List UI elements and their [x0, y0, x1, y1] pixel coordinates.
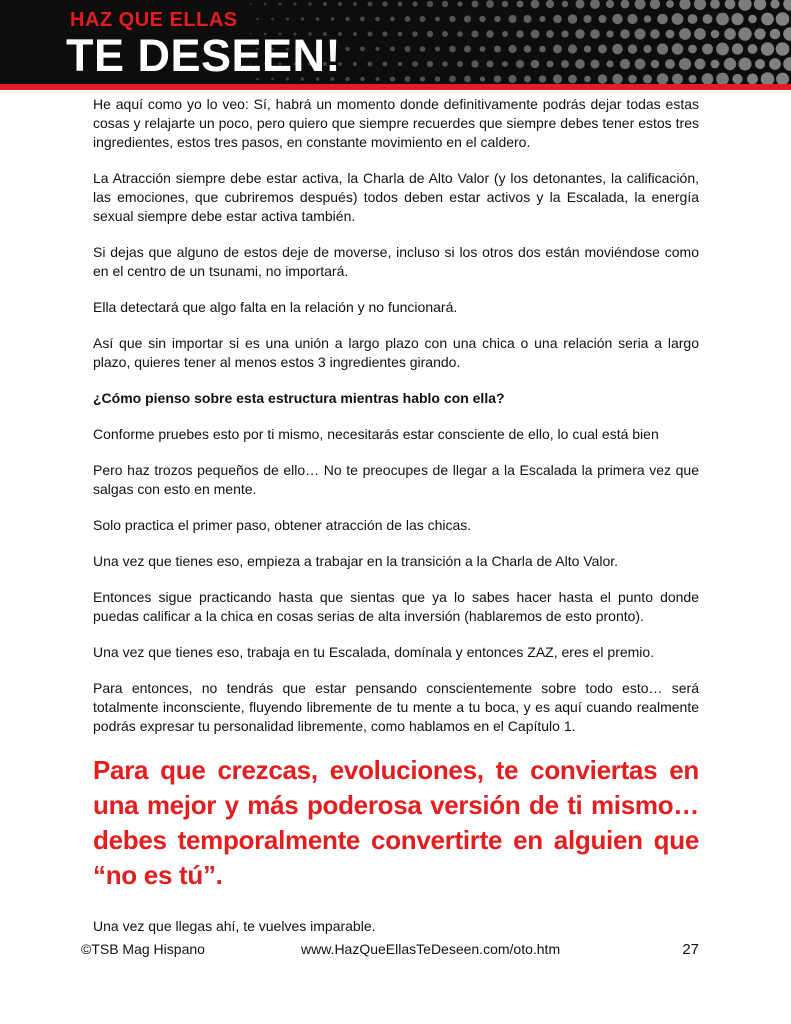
halftone-dot	[568, 75, 577, 84]
halftone-dot	[643, 74, 652, 83]
halftone-dot	[776, 42, 790, 56]
halftone-dot	[650, 29, 660, 39]
halftone-dot	[761, 42, 774, 55]
halftone-dot	[612, 44, 623, 55]
halftone-dot	[776, 73, 789, 84]
halftone-dot	[345, 17, 349, 21]
halftone-dot	[472, 1, 479, 8]
halftone-dot	[657, 14, 668, 25]
halftone-dot	[716, 43, 729, 56]
halftone-dot	[360, 47, 365, 52]
paragraph: Para entonces, no tendrás que estar pensando conscientemente sobre todo esto… será totalmente inconsciente, fluyendo libremente de tu mente a tu boca, y es aquí cuando realmente podrás expresar tu personalidad libremente, como hablamos en el Capítulo 1.	[93, 680, 699, 734]
halftone-dot	[770, 0, 779, 9]
halftone-dot	[635, 59, 646, 70]
halftone-dot	[382, 61, 387, 66]
halftone-dot	[665, 59, 675, 69]
halftone-dot	[583, 15, 591, 23]
halftone-dot	[666, 30, 675, 39]
halftone-dot	[435, 17, 440, 22]
halftone-dot	[375, 47, 379, 51]
halftone-dot	[398, 62, 402, 66]
halftone-dot	[398, 2, 403, 7]
halftone-dot	[382, 31, 387, 36]
halftone-dot	[783, 57, 791, 71]
halftone-dot	[695, 59, 706, 70]
halftone-dot	[738, 57, 751, 70]
halftone-dot	[412, 1, 417, 6]
halftone-dot	[776, 12, 790, 26]
halftone-dot	[731, 13, 743, 25]
halftone-dot	[688, 45, 697, 54]
halftone-dot	[278, 2, 281, 5]
highlight-quote: Para que crezcas, evoluciones, te conviertas en una mejor y más poderosa versión de ti mismo… debes temporalmente convertirte en alguien que “no es tú”.	[93, 755, 699, 890]
halftone-dot	[471, 60, 478, 67]
halftone-dot	[331, 17, 334, 20]
halftone-dot	[449, 16, 455, 22]
halftone-dot	[747, 74, 758, 84]
halftone-dot	[480, 46, 486, 52]
halftone-dot	[457, 1, 462, 6]
halftone-dot	[390, 47, 395, 52]
halftone-dot	[420, 46, 426, 52]
halftone-dot	[634, 28, 645, 39]
halftone-dot	[368, 32, 373, 37]
halftone-dot	[754, 0, 766, 10]
halftone-dot	[748, 44, 758, 54]
halftone-dot	[711, 60, 720, 69]
halftone-dot	[783, 0, 791, 11]
halftone-dot	[568, 14, 578, 24]
halftone-dot	[679, 28, 691, 40]
halftone-dot	[584, 76, 591, 83]
page-header	[0, 0, 791, 90]
paragraph: Entonces sigue practicando hasta que sientas que ya lo sabes hacer hasta el punto donde puedas calificar a la chica en cosas serias de alta inversión (hablaremos de esto pronto).	[93, 589, 699, 624]
halftone-dot	[479, 16, 485, 22]
halftone-dot	[502, 31, 508, 37]
halftone-dot	[716, 73, 729, 84]
halftone-dot	[754, 28, 765, 39]
halftone-dot	[546, 30, 554, 38]
halftone-dot	[710, 0, 720, 9]
halftone-dot	[539, 46, 546, 53]
halftone-dot	[657, 43, 668, 54]
halftone-dot	[666, 0, 674, 8]
halftone-dot	[360, 17, 365, 22]
halftone-dot	[427, 1, 433, 7]
paragraph: Una vez que llegas ahí, te vuelves imparable.	[93, 918, 376, 934]
halftone-dot	[612, 14, 622, 24]
halftone-dot	[353, 2, 357, 6]
halftone-dot	[546, 0, 554, 8]
halftone-dot	[250, 3, 251, 5]
halftone-dot	[688, 14, 698, 24]
halftone-dot	[405, 46, 411, 52]
halftone-dot	[590, 59, 599, 68]
halftone-dot	[568, 44, 577, 53]
halftone-dot	[628, 75, 637, 84]
footer-copyright: ©TSB Mag Hispano	[81, 941, 205, 957]
halftone-dot	[724, 58, 736, 70]
halftone-dot	[562, 1, 568, 7]
halftone-dot	[761, 13, 774, 26]
halftone-dot	[486, 30, 493, 37]
halftone-dot	[471, 30, 478, 37]
halftone-dot	[375, 17, 380, 22]
halftone-dot	[598, 74, 608, 84]
halftone-dot	[508, 45, 516, 53]
paragraph: Una vez que tienes eso, trabaja en tu Escalada, domínala y entonces ZAZ, eres el premio.	[93, 644, 655, 660]
paragraph: Conforme pruebes esto por ti mismo, necesitarás estar consciente de ello, lo cual está bien	[93, 426, 659, 442]
halftone-dot	[390, 76, 395, 81]
paragraph: Solo practica el primer paso, obtener atracción de las chicas.	[93, 517, 472, 533]
halftone-dot	[464, 76, 471, 83]
halftone-dot	[353, 62, 357, 66]
halftone-dot	[405, 76, 411, 82]
page-footer	[81, 941, 699, 961]
halftone-dot	[694, 28, 706, 40]
halftone-dot	[620, 29, 630, 39]
header-red-bar	[0, 84, 791, 90]
halftone-dot	[716, 13, 729, 26]
halftone-dot	[301, 17, 305, 21]
halftone-dot	[412, 61, 418, 67]
halftone-dot	[449, 76, 456, 83]
halftone-dot	[635, 0, 646, 10]
halftone-dot	[672, 74, 683, 84]
halftone-dot	[435, 76, 441, 82]
halftone-dot	[316, 17, 320, 21]
halftone-dot	[323, 2, 327, 6]
halftone-dot	[575, 29, 585, 39]
paragraph: He aquí como yo lo veo: Sí, habrá un momento donde definitivamente podrás dejar todas estas cosas y relajarte un poco, pero quiero que siempre recuerdes que siempre debes tener estos tres ingredientes, estos tres pasos, en constante movimiento en el caldero.	[93, 96, 699, 150]
halftone-dot	[725, 0, 736, 9]
halftone-dot	[738, 27, 751, 40]
halftone-dot	[420, 76, 425, 81]
halftone-dot	[672, 43, 683, 54]
halftone-dot	[308, 2, 311, 5]
halftone-dot	[382, 1, 387, 6]
halftone-dot	[755, 59, 765, 69]
halftone-dot	[770, 29, 781, 40]
halftone-dot	[748, 15, 757, 24]
halftone-dot	[368, 2, 373, 7]
halftone-dot	[256, 18, 259, 21]
halftone-dot	[590, 0, 600, 9]
halftone-dot	[650, 0, 660, 9]
halftone-dot	[516, 30, 524, 38]
halftone-dot	[457, 61, 463, 67]
halftone-dot	[390, 17, 395, 22]
halftone-dot	[502, 1, 509, 8]
halftone-dot	[738, 0, 751, 11]
halftone-dot	[621, 0, 630, 8]
paragraph: Ella detectará que algo falta en la relación y no funcionará.	[93, 299, 458, 315]
paragraph: Si dejas que alguno de estos deje de moverse, incluso si los otros dos están moviéndose como en el centro de un tsunami, no importará.	[93, 244, 699, 279]
halftone-dot	[724, 28, 736, 40]
footer-url: www.HazQueEllasTeDeseen.com/oto.htm	[301, 941, 561, 957]
halftone-dot	[427, 61, 433, 67]
paragraph: Así que sin importar si es una unión a largo plazo con una chica o una relación seria a largo plazo, quieres tener al menos estos 3 ingredientes girando.	[93, 335, 699, 370]
halftone-dot	[643, 45, 651, 53]
halftone-dot	[271, 18, 274, 21]
logo-top-line: HAZ QUE ELLAS	[70, 9, 238, 31]
halftone-dot	[531, 0, 540, 8]
halftone-dot	[523, 15, 531, 23]
halftone-dot	[628, 44, 637, 53]
halftone-dot	[486, 0, 494, 8]
halftone-dot	[293, 2, 296, 5]
halftone-dot	[353, 32, 357, 36]
halftone-dot	[702, 44, 713, 55]
halftone-dot	[442, 61, 447, 66]
halftone-dot	[553, 74, 562, 83]
halftone-dot	[405, 16, 411, 22]
page-body	[93, 95, 699, 953]
halftone-dot	[679, 58, 691, 70]
halftone-dot	[360, 77, 365, 82]
halftone-dot	[644, 15, 651, 22]
halftone-dot	[561, 60, 569, 68]
halftone-dot	[427, 31, 433, 37]
halftone-dot	[546, 60, 553, 67]
halftone-dot	[694, 0, 706, 10]
halftone-dot	[494, 46, 501, 53]
halftone-dot	[517, 1, 524, 8]
halftone-dot	[442, 1, 448, 7]
halftone-dot	[575, 59, 585, 69]
halftone-dot	[508, 75, 516, 83]
halftone-dot	[435, 46, 440, 51]
halftone-dot	[494, 16, 500, 22]
halftone-dot	[651, 60, 660, 69]
halftone-dot	[420, 16, 426, 22]
halftone-dot	[689, 75, 697, 83]
halftone-dot	[539, 16, 545, 22]
halftone-dot	[286, 18, 289, 21]
halftone-dot	[627, 14, 637, 24]
halftone-dot	[464, 45, 471, 52]
halftone-dot	[367, 61, 372, 66]
halftone-dot	[508, 15, 516, 23]
halftone-dot	[783, 27, 791, 41]
page-number: 27	[682, 941, 699, 958]
halftone-dot	[494, 75, 501, 82]
halftone-dot	[606, 0, 614, 8]
paragraph: La Atracción siempre debe estar activa, la Charla de Alto Valor (y los detonantes, la calificación, las emociones, que cubriremos después) todos deben estar activos y la Escalada, la energía sexual siempre debe estar activa también.	[93, 170, 699, 224]
halftone-dot	[539, 75, 546, 82]
halftone-dot	[584, 45, 591, 52]
halftone-dot	[412, 31, 418, 37]
halftone-dot	[376, 77, 380, 81]
halftone-dot	[345, 77, 350, 82]
halftone-dot	[442, 31, 448, 37]
halftone-dot	[711, 30, 720, 39]
halftone-dot	[338, 2, 342, 6]
halftone-dot	[449, 46, 456, 53]
halftone-dot	[531, 30, 540, 39]
paragraph: Una vez que tienes eso, empieza a trabajar en la transición a la Charla de Alto Valor.	[93, 553, 619, 569]
halftone-dot	[612, 74, 622, 84]
halftone-dot	[524, 45, 532, 53]
logo-main-line: TE DESEEN!	[66, 30, 342, 81]
halftone-dot	[606, 30, 613, 37]
halftone-dot	[702, 73, 714, 84]
halftone-dot	[486, 60, 493, 67]
halftone-dot	[598, 15, 606, 23]
halftone-dot	[598, 45, 607, 54]
halftone-dot	[732, 43, 743, 54]
halftone-dot	[679, 0, 690, 10]
halftone-dot	[761, 72, 775, 84]
paragraph: Pero haz trozos pequeños de ello… No te preocupes de llegar a la Escalada la primera vez que salgas con esto en mente.	[93, 462, 699, 497]
halftone-dot	[732, 74, 742, 84]
section-question-heading: ¿Cómo pienso sobre esta estructura mientras hablo con ella?	[93, 390, 505, 406]
halftone-dot	[398, 32, 402, 36]
halftone-dot	[590, 29, 600, 39]
halftone-dot	[703, 14, 713, 24]
halftone-dot	[502, 61, 508, 67]
halftone-dot	[524, 76, 531, 83]
halftone-dot	[345, 47, 349, 51]
halftone-dot	[657, 73, 668, 84]
halftone-dot	[672, 13, 684, 25]
halftone-dot	[531, 60, 540, 69]
halftone-dot	[464, 15, 471, 22]
halftone-dot	[264, 3, 267, 6]
halftone-dot	[620, 59, 630, 69]
halftone-dot	[553, 45, 562, 54]
halftone-dot	[553, 15, 561, 23]
halftone-dot	[516, 60, 524, 68]
halftone-dot	[606, 60, 613, 67]
halftone-dot	[480, 76, 485, 81]
halftone-dot	[561, 30, 568, 37]
halftone-dot	[769, 58, 781, 70]
halftone-dot	[575, 0, 584, 9]
halftone-dot	[457, 31, 463, 37]
